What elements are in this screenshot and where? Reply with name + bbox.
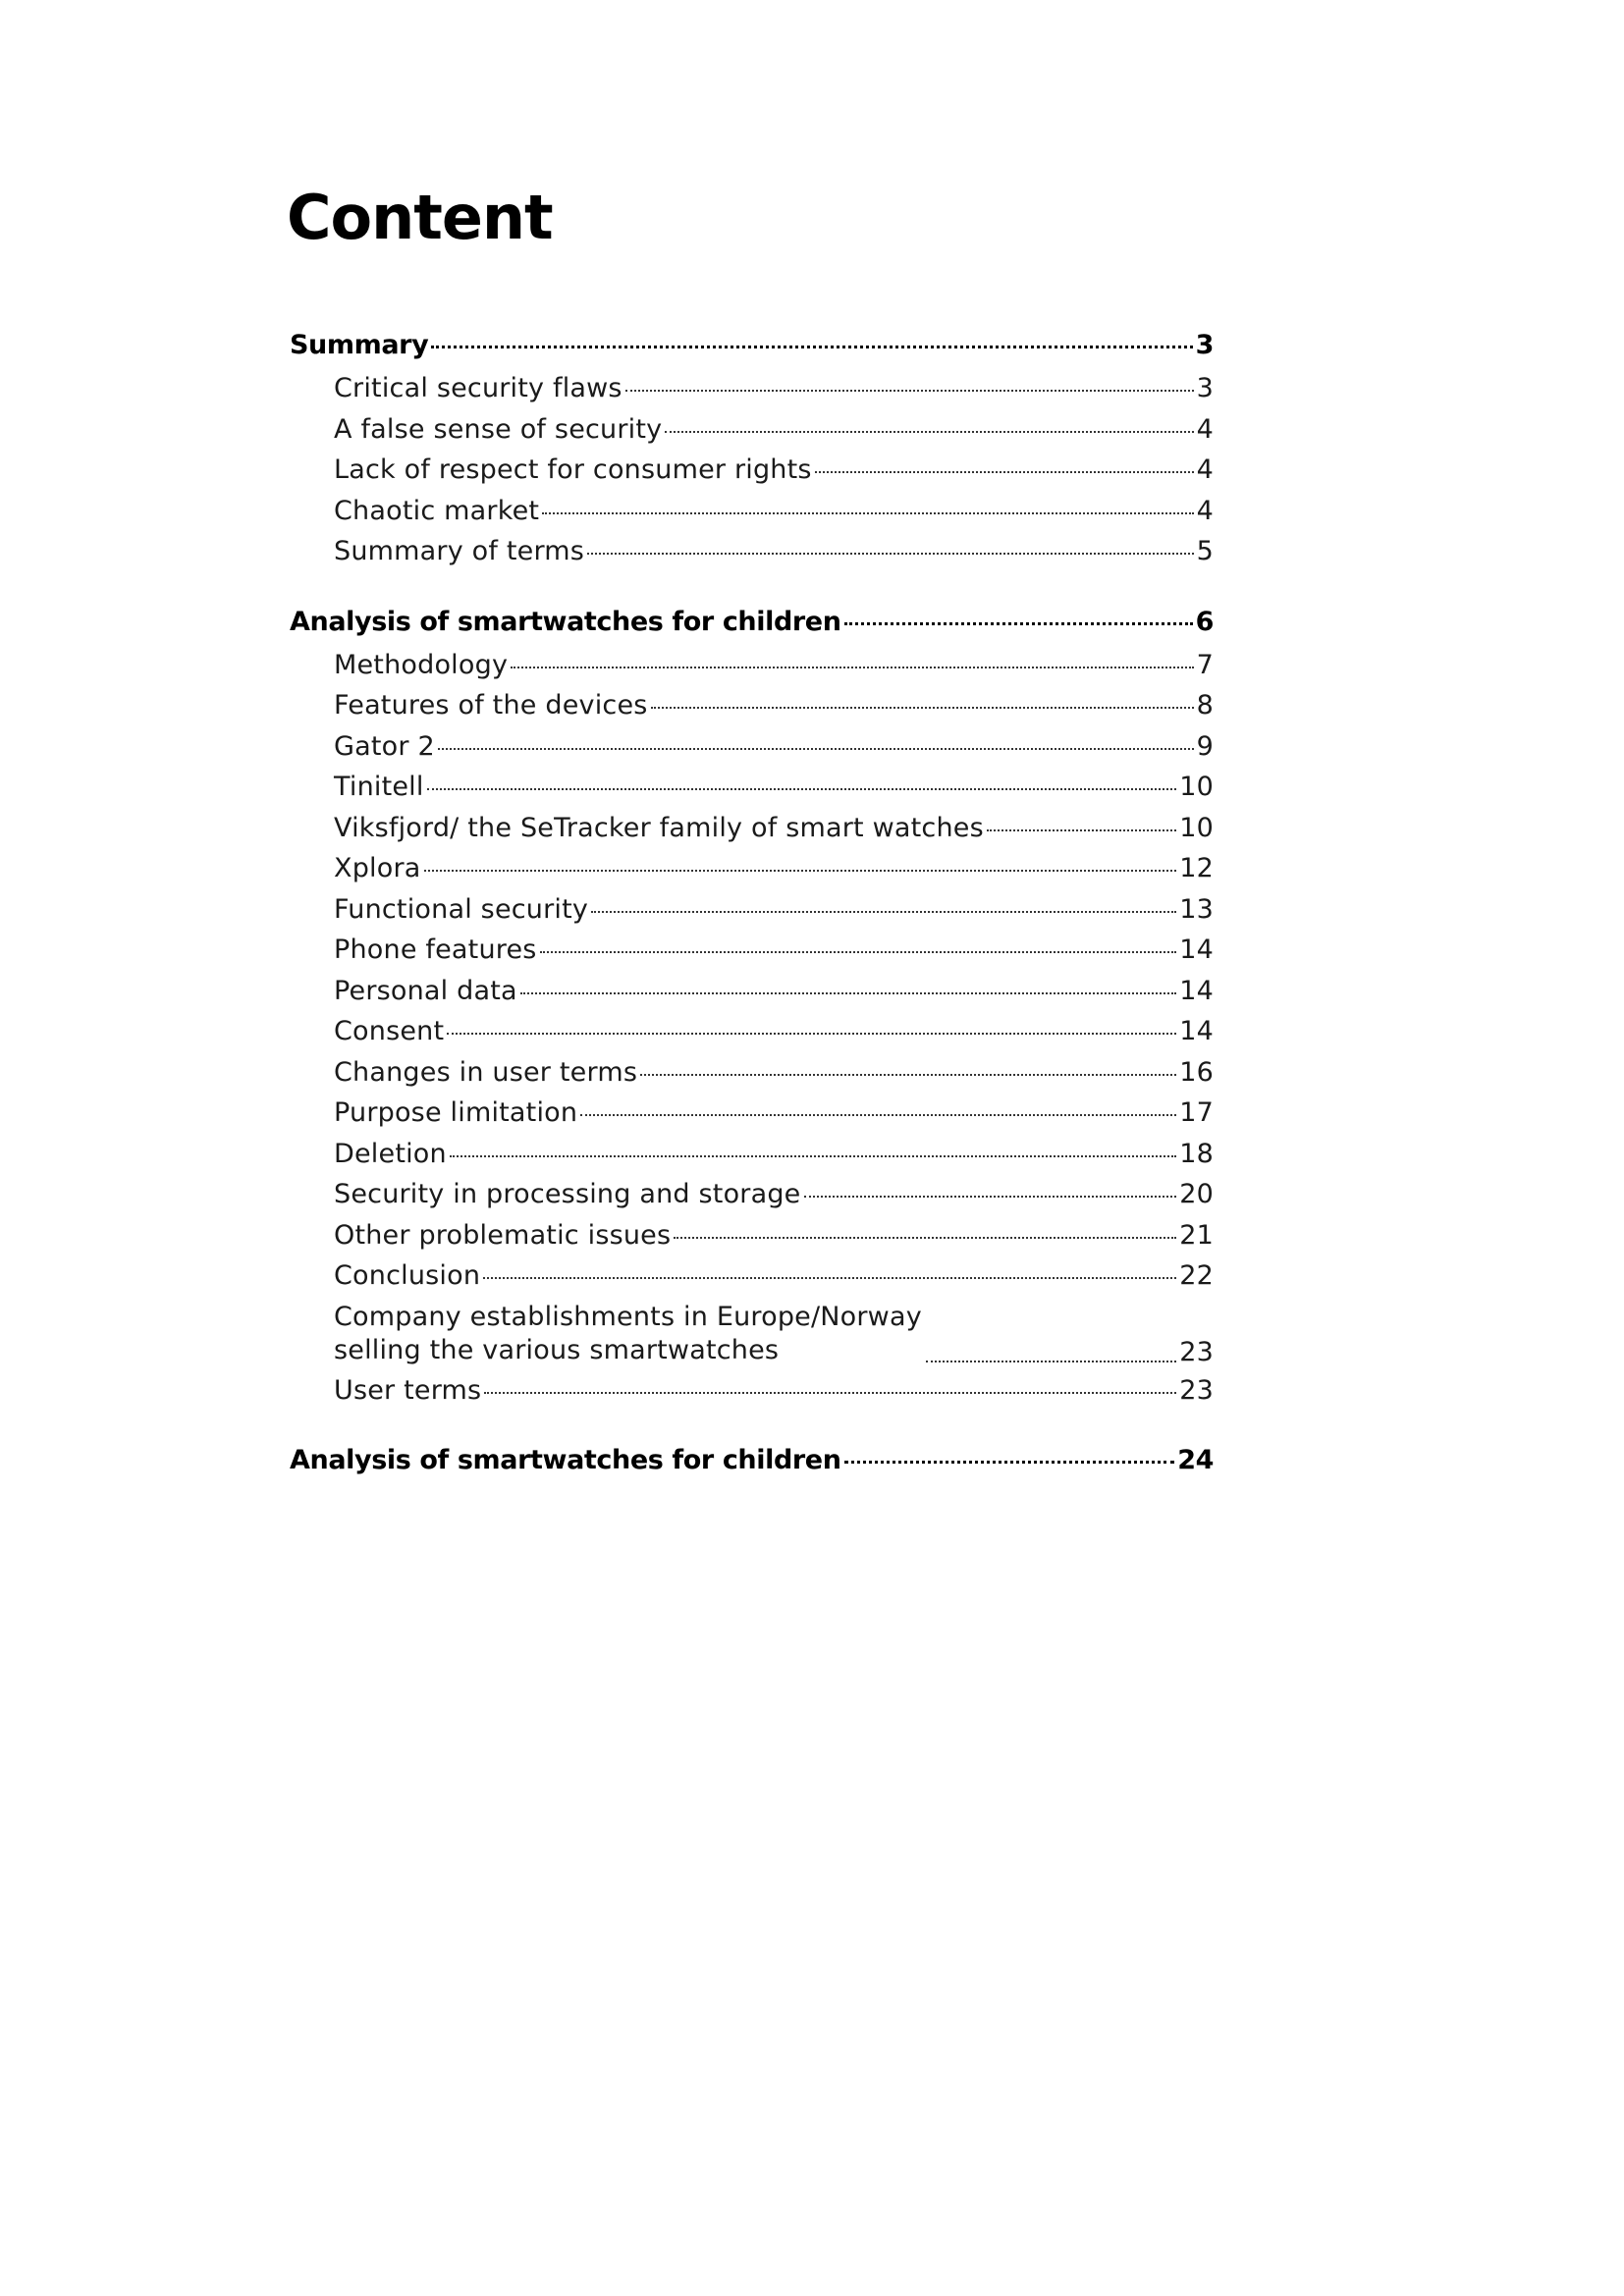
toc-entry-label: Viksfjord/ the SeTracker family of smart watches bbox=[334, 812, 984, 843]
dot-leader bbox=[438, 748, 1194, 750]
toc-entry[interactable] bbox=[290, 373, 1214, 414]
toc-page-number: 9 bbox=[1196, 730, 1214, 762]
toc-page-number: 5 bbox=[1196, 536, 1214, 566]
toc-page-number: 20 bbox=[1179, 1179, 1214, 1209]
toc-heading-label: Analysis of smartwatches for children bbox=[290, 606, 841, 637]
toc-page-number: 8 bbox=[1196, 690, 1214, 721]
dot-leader bbox=[640, 1074, 1176, 1076]
toc-entry[interactable] bbox=[290, 772, 1214, 813]
toc-entry-label: Deletion bbox=[334, 1138, 447, 1169]
toc-page-number: 7 bbox=[1196, 649, 1214, 680]
toc-entry-label: Phone features bbox=[334, 934, 537, 965]
toc-entry-label: Purpose limitation bbox=[334, 1097, 578, 1128]
toc-entry-label: Tinitell bbox=[334, 772, 424, 802]
toc-page-number: 14 bbox=[1179, 1016, 1214, 1046]
toc-entry[interactable] bbox=[290, 414, 1214, 455]
dot-leader bbox=[540, 951, 1177, 953]
dot-leader bbox=[484, 1392, 1176, 1394]
toc-page-number: 23 bbox=[1179, 1374, 1214, 1406]
toc-entry[interactable] bbox=[290, 1179, 1214, 1220]
toc-entry[interactable] bbox=[290, 650, 1214, 691]
toc-entry[interactable] bbox=[290, 1016, 1214, 1057]
toc-page-number: 10 bbox=[1179, 812, 1214, 843]
toc-page-number: 4 bbox=[1196, 495, 1214, 526]
toc-entry-label: Conclusion bbox=[334, 1260, 481, 1291]
page-title: Content bbox=[287, 182, 553, 253]
toc-entry-label: Chaotic market bbox=[334, 495, 540, 526]
toc-entry-label: Other problematic issues bbox=[334, 1219, 672, 1251]
dot-leader bbox=[844, 1461, 1175, 1464]
toc-page-number: 10 bbox=[1179, 772, 1214, 802]
dot-leader bbox=[665, 431, 1193, 433]
toc-entry[interactable] bbox=[290, 731, 1214, 773]
table-of-contents bbox=[290, 330, 1214, 1518]
toc-heading-label: Analysis of smartwatches for children bbox=[290, 1445, 841, 1475]
toc-entry[interactable] bbox=[290, 976, 1214, 1017]
toc-page-number: 3 bbox=[1195, 330, 1214, 360]
toc-page-number: 4 bbox=[1196, 413, 1214, 445]
dot-leader bbox=[804, 1196, 1177, 1198]
toc-page-number: 24 bbox=[1177, 1445, 1214, 1475]
toc-entry-label: User terms bbox=[334, 1374, 482, 1406]
toc-section bbox=[290, 330, 1214, 577]
toc-page-number: 22 bbox=[1179, 1260, 1214, 1291]
toc-entry[interactable] bbox=[290, 1139, 1214, 1180]
toc-heading-label: Summary bbox=[290, 330, 429, 360]
toc-entry[interactable] bbox=[290, 853, 1214, 894]
dot-leader bbox=[625, 390, 1194, 392]
toc-entry[interactable] bbox=[290, 536, 1214, 577]
dot-leader bbox=[483, 1277, 1176, 1279]
toc-entry[interactable] bbox=[290, 894, 1214, 935]
dot-leader bbox=[427, 788, 1177, 790]
toc-entry-label: Xplora bbox=[334, 853, 421, 883]
dot-leader bbox=[926, 1361, 1176, 1362]
dot-leader bbox=[542, 512, 1193, 514]
dot-leader bbox=[651, 707, 1194, 709]
toc-heading-entry[interactable] bbox=[290, 607, 1214, 650]
toc-entry-label: Lack of respect for consumer rights bbox=[334, 454, 812, 485]
toc-page-number: 18 bbox=[1179, 1138, 1214, 1169]
toc-entry-label: Consent bbox=[334, 1016, 445, 1046]
toc-entry[interactable] bbox=[290, 1097, 1214, 1139]
toc-heading-entry[interactable] bbox=[290, 1445, 1214, 1488]
dot-leader bbox=[580, 1114, 1176, 1116]
toc-page-number: 3 bbox=[1196, 373, 1214, 403]
toc-entry[interactable] bbox=[290, 690, 1214, 731]
toc-page-number: 16 bbox=[1179, 1056, 1214, 1088]
toc-page-number: 14 bbox=[1179, 975, 1214, 1006]
toc-entry-label: Security in processing and storage bbox=[334, 1179, 801, 1209]
dot-leader bbox=[815, 471, 1194, 473]
toc-entry[interactable] bbox=[290, 454, 1214, 496]
toc-entry-label: Features of the devices bbox=[334, 690, 648, 721]
toc-entry[interactable] bbox=[290, 1220, 1214, 1261]
dot-leader bbox=[844, 622, 1193, 625]
toc-entry-label: Changes in user terms bbox=[334, 1056, 638, 1088]
toc-entry-label: Summary of terms bbox=[334, 536, 585, 566]
toc-page-number: 12 bbox=[1179, 853, 1214, 883]
dot-leader bbox=[987, 829, 1176, 831]
toc-entry-label: A false sense of security bbox=[334, 413, 663, 445]
dot-leader bbox=[447, 1033, 1176, 1035]
toc-entry-label: Critical security flaws bbox=[334, 373, 623, 403]
dot-leader bbox=[450, 1155, 1176, 1157]
toc-entry[interactable] bbox=[290, 1375, 1214, 1416]
dot-leader bbox=[591, 911, 1176, 913]
toc-entry[interactable] bbox=[290, 934, 1214, 976]
toc-section bbox=[290, 1445, 1214, 1488]
dot-leader bbox=[674, 1237, 1176, 1239]
toc-page-number: 14 bbox=[1179, 934, 1214, 965]
toc-page-number: 4 bbox=[1196, 454, 1214, 485]
dot-leader bbox=[520, 992, 1176, 994]
toc-entry-label: Methodology bbox=[334, 649, 509, 680]
toc-entry[interactable] bbox=[290, 496, 1214, 537]
toc-section bbox=[290, 607, 1214, 1416]
dot-leader bbox=[424, 870, 1177, 872]
toc-entry[interactable] bbox=[290, 1057, 1214, 1098]
dot-leader bbox=[431, 346, 1192, 348]
toc-page-number: 6 bbox=[1195, 606, 1214, 637]
toc-page-number: 21 bbox=[1179, 1219, 1214, 1251]
dot-leader bbox=[587, 553, 1194, 555]
dot-leader bbox=[511, 667, 1193, 668]
toc-page-number: 23 bbox=[1179, 1336, 1214, 1367]
toc-entry[interactable] bbox=[290, 813, 1214, 854]
toc-entry-label: Company establishments in Europe/Norway selling the various smartwatches bbox=[334, 1301, 922, 1365]
toc-entry[interactable] bbox=[290, 1302, 1214, 1375]
toc-entry-label: Gator 2 bbox=[334, 730, 435, 762]
toc-entry-label: Personal data bbox=[334, 975, 517, 1006]
toc-heading-entry[interactable] bbox=[290, 330, 1214, 373]
toc-entry[interactable] bbox=[290, 1260, 1214, 1302]
toc-entry-label: Functional security bbox=[334, 893, 589, 925]
toc-page-number: 17 bbox=[1179, 1097, 1214, 1128]
toc-page-number: 13 bbox=[1179, 893, 1214, 925]
